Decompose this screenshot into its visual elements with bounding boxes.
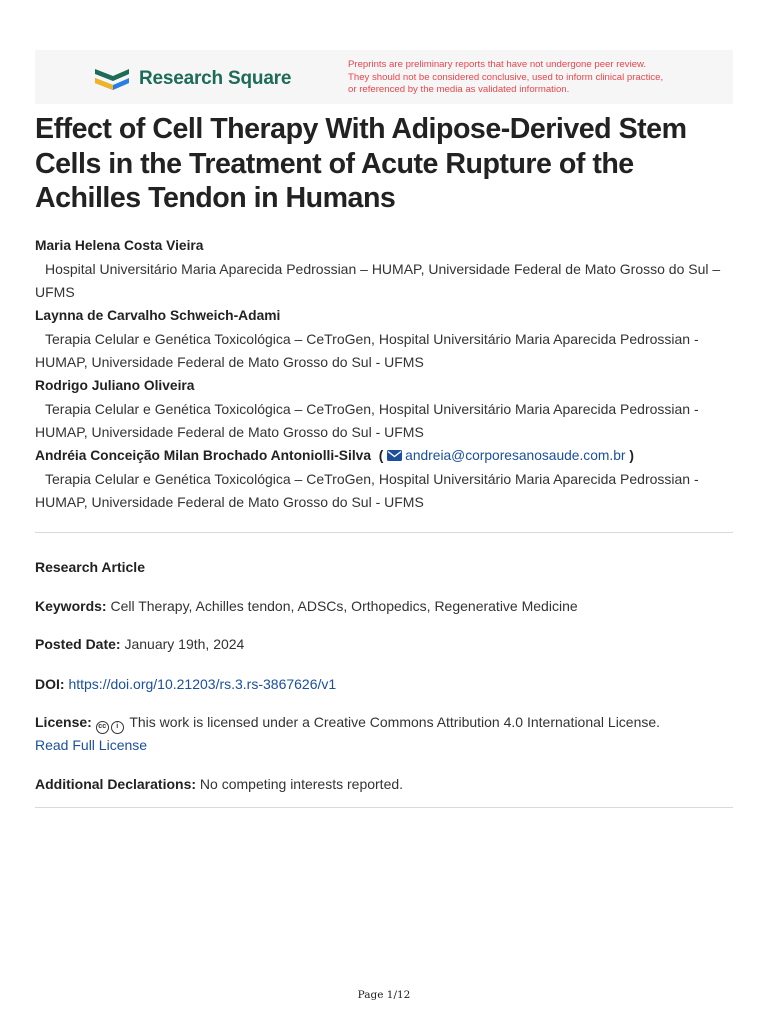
author-entry xyxy=(35,376,740,444)
keywords-value: Cell Therapy, Achilles tendon, ADSCs, Orthopedics, Regenerative Medicine xyxy=(110,598,578,614)
article-type-label: Research Article xyxy=(35,559,145,575)
notice-line: Preprints are preliminary reports that have not undergone peer review. xyxy=(348,59,647,70)
divider xyxy=(35,807,733,808)
doi xyxy=(35,673,735,695)
brand-name: Research Square xyxy=(139,68,292,89)
preprint-notice xyxy=(348,59,728,97)
divider xyxy=(35,532,733,533)
declarations-label: Additional Declarations: xyxy=(35,776,197,792)
cc-icon: cc xyxy=(96,721,109,734)
author-name: Laynna de Carvalho Schweich-Adami xyxy=(35,308,281,323)
doi-label: DOI: xyxy=(35,676,65,692)
notice-line: or referenced by the media as validated information. xyxy=(348,84,570,96)
paren-open: ( xyxy=(374,448,384,463)
research-square-logo-icon xyxy=(93,66,131,92)
paren-close: ) xyxy=(625,448,634,463)
author-affiliation: Hospital Universitário Maria Aparecida Pedrossian – HUMAP, Universidade Federal de Mato Grosso do Sul – UFMS xyxy=(35,261,721,300)
author-entry xyxy=(35,306,740,374)
posted-date-label: Posted Date: xyxy=(35,636,121,652)
corresponding-author xyxy=(35,446,740,468)
author-name: Rodrigo Juliano Oliveira xyxy=(35,378,195,393)
keywords xyxy=(35,595,735,617)
declarations-value: No competing interests reported. xyxy=(199,776,404,792)
author-list xyxy=(35,236,740,516)
posted-date xyxy=(35,633,735,655)
license-label: License: xyxy=(35,714,92,730)
read-full-license-link[interactable]: Read Full License xyxy=(35,737,148,753)
notice-line: They should not be considered conclusive, used to inform clinical practice, xyxy=(348,71,664,83)
research-square-logo[interactable] xyxy=(93,66,291,92)
envelope-icon xyxy=(387,450,402,461)
by-icon: i xyxy=(111,721,124,734)
author-affiliation: Terapia Celular e Genética Toxicológica – CeTroGen, Hospital Universitário Maria Aparecida Pedrossian - HUMAP, Universidade Federal de Mato Grosso do Sul - UFMS xyxy=(35,331,699,370)
doi-link[interactable]: https://doi.org/10.21203/rs.3.rs-3867626/v1 xyxy=(68,676,337,692)
author-entry xyxy=(35,236,740,304)
article-type xyxy=(35,556,735,578)
author-affiliation: Terapia Celular e Genética Toxicológica – CeTroGen, Hospital Universitário Maria Aparecida Pedrossian - HUMAP, Universidade Federal de Mato Grosso do Sul - UFMS xyxy=(35,401,699,440)
author-affiliation: Terapia Celular e Genética Toxicológica – CeTroGen, Hospital Universitário Maria Aparecida Pedrossian - HUMAP, Universidade Federal de Mato Grosso do Sul - UFMS xyxy=(35,471,699,510)
author-entry xyxy=(35,446,740,514)
page-number: Page 1/12 xyxy=(357,989,411,1001)
posted-date-value: January 19th, 2024 xyxy=(124,636,245,652)
keywords-label: Keywords: xyxy=(35,598,107,614)
preprint-banner xyxy=(35,50,733,104)
license-text: This work is licensed under a Creative Commons Attribution 4.0 International License. xyxy=(129,714,661,730)
author-email-link[interactable]: andreia@corporesanosaude.com.br xyxy=(405,448,626,463)
additional-declarations xyxy=(35,773,735,795)
license xyxy=(35,711,735,756)
author-name: Maria Helena Costa Vieira xyxy=(35,238,204,253)
paper-title: Effect of Cell Therapy With Adipose-Derived Stem Cells in the Treatment of Acute Rupture of the Achilles Tendon in Humans xyxy=(35,113,687,214)
author-name: Andréia Conceição Milan Brochado Antoniolli-Silva xyxy=(35,448,372,463)
